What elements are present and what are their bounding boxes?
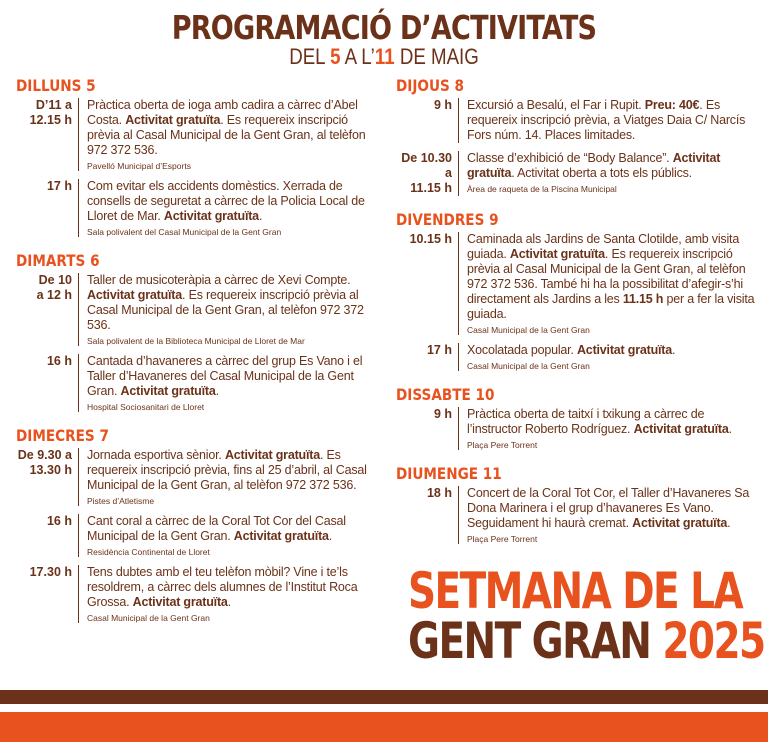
event-item — [396, 98, 756, 143]
event-place: Casal Municipal de la Gent Gran — [467, 361, 590, 371]
event-place: Sala polivalent del Casal Municipal de la Gent Gran — [87, 227, 282, 237]
day-heading-dissabte: DISSABTE 10 — [396, 385, 495, 404]
event-description: Concert de la Coral Tot Cor, el Taller d’Havaneres Sa Dona Marinera i el grup d’havaneres Es Vano. Seguidament hi haurà cremat. Activitat gratuïta. — [467, 486, 750, 530]
event-time: 18 h — [396, 486, 459, 544]
event-place: Residència Continental de Lloret — [87, 547, 210, 557]
day-heading-dimarts: DIMARTS 6 — [16, 251, 100, 270]
event-description: Tens dubtes amb el teu telèfon mòbil? Vine i te’ls resoldrem, a càrrec dels alumnes de l’Institut Roca Grossa. Activitat gratuïta. — [87, 565, 358, 609]
date-range — [58, 44, 711, 70]
banner-year: 2025 — [662, 612, 765, 670]
event-place: Pavelló Municipal d’Esports — [87, 161, 191, 171]
page-title: PROGRAMACIÓ D’ACTIVITATS — [171, 8, 597, 47]
event-item — [396, 486, 756, 544]
event-time: De 9.30 a 13.30 h — [16, 448, 79, 506]
event-place: Àrea de raqueta de la Piscina Municipal — [467, 184, 617, 194]
event-place: Plaça Pere Torrent — [467, 440, 538, 450]
event-time: 17 h — [396, 343, 459, 371]
event-description: Excursió a Besalú, el Far i Rupit. Preu: 40€. Es requereix inscripció prèvia, a Viatges Daia C/ Narcís Fors núm. 14. Places limitades. — [467, 98, 746, 142]
event-time: De 10.30 a 11.15 h — [396, 151, 459, 196]
event-banner — [408, 562, 765, 670]
footer-band-gap — [0, 704, 768, 712]
event-item — [16, 273, 380, 346]
event-time: 9 h — [396, 407, 459, 450]
event-description: Pràctica oberta de taitxí i txikung a càrrec de l’instructor Roberto Rodríguez. Activitat gratuïta. — [467, 407, 732, 436]
event-description: Caminada als Jardins de Santa Clotilde, amb visita guiada. Activitat gratuïta. Es requereix inscripció prèvia al Casal Municipal de la Gent Gran, al telèfon 972 372 536. També hi ha la possibilitat d’afegir-s’hi directament als Jardins a les 11.15 h per a fer la visita guiada. — [467, 232, 755, 321]
event-description: Cant coral a càrrec de la Coral Tot Cor del Casal Municipal de la Gent Gran. Activitat gratuïta. — [87, 514, 346, 543]
day-heading-dilluns: DILLUNS 5 — [16, 76, 96, 95]
day-heading-diumenge: DIUMENGE 11 — [396, 464, 502, 483]
date-del: DEL — [289, 44, 325, 69]
event-item — [16, 514, 380, 557]
right-column — [396, 74, 756, 552]
event-item — [396, 343, 756, 371]
event-time: De 10 a 12 h — [16, 273, 79, 346]
event-place: Casal Municipal de la Gent Gran — [467, 325, 590, 335]
event-place: Plaça Pere Torrent — [467, 534, 538, 544]
date-start: 5 — [330, 44, 341, 69]
event-item — [16, 179, 380, 237]
day-heading-dimecres: DIMECRES 7 — [16, 426, 109, 445]
event-item — [16, 354, 380, 412]
event-item — [396, 151, 756, 196]
event-place: Casal Municipal de la Gent Gran — [87, 613, 210, 623]
time-start: D’11 a — [35, 98, 72, 112]
event-time: 10.15 h — [396, 232, 459, 335]
footer-band-orange — [0, 712, 768, 742]
event-time: 16 h — [16, 514, 79, 557]
event-description: Xocolatada popular. Activitat gratuïta. — [467, 343, 676, 357]
event-item — [16, 98, 380, 171]
banner-gent-gran: GENT GRAN — [408, 612, 651, 670]
event-description: Classe d’exhibició de “Body Balance”. Activitat gratuïta. Activitat oberta a tots els públics. — [467, 151, 721, 180]
time-end: 12.15 h — [29, 113, 72, 127]
event-place: Hospital Sociosanitari de Lloret — [87, 402, 205, 412]
day-heading-divendres: DIVENDRES 9 — [396, 210, 499, 229]
event-time: 9 h — [396, 98, 459, 143]
date-a: A L’ — [344, 44, 375, 69]
day-heading-dijous: DIJOUS 8 — [396, 76, 465, 95]
event-description: Com evitar els accidents domèstics. Xerrada de consells de seguretat a càrrec de la Policia Local de Lloret de Mar. Activitat gratuïta. — [87, 179, 365, 223]
date-end: 11 — [374, 44, 395, 69]
event-item — [396, 232, 756, 335]
event-description: Pràctica oberta de ioga amb cadira a càrrec d’Abel Costa. Activitat gratuïta. Es requereix inscripció prèvia al Casal Municipal de la Gent Gran, al telèfon 972 372 536. — [87, 98, 366, 157]
left-column — [16, 74, 380, 631]
footer-band-brown — [0, 690, 768, 704]
date-month: DE MAIG — [399, 44, 479, 69]
event-place: Pistes d’Atletisme — [87, 496, 155, 506]
event-description: Jornada esportiva sènior. Activitat gratuïta. Es requereix inscripció prèvia, fins al 25 d’abril, al Casal Municipal de la Gent Gran, al telèfon 972 372 536. — [87, 448, 367, 492]
event-time: 17.30 h — [16, 565, 79, 623]
event-time: 16 h — [16, 354, 79, 412]
event-description: Cantada d’havaneres a càrrec del grup Es Vano i el Taller d’Havaneres del Casal Municipal de la Gent Gran. Activitat gratuïta. — [87, 354, 363, 398]
event-time: 17 h — [16, 179, 79, 237]
event-place: Sala polivalent de la Biblioteca Municipal de Lloret de Mar — [87, 336, 305, 346]
event-item — [396, 407, 756, 450]
event-time — [16, 98, 79, 171]
banner-line-2 — [408, 612, 765, 670]
event-item — [16, 565, 380, 623]
event-description: Taller de musicoteràpia a càrrec de Xevi Compte. Activitat gratuïta. Es requereix inscripció prèvia al Casal Municipal de la Gent Gran, al telèfon 972 372 536. — [87, 273, 364, 332]
banner-line-1: SETMANA DE LA — [408, 562, 743, 620]
event-item — [16, 448, 380, 506]
